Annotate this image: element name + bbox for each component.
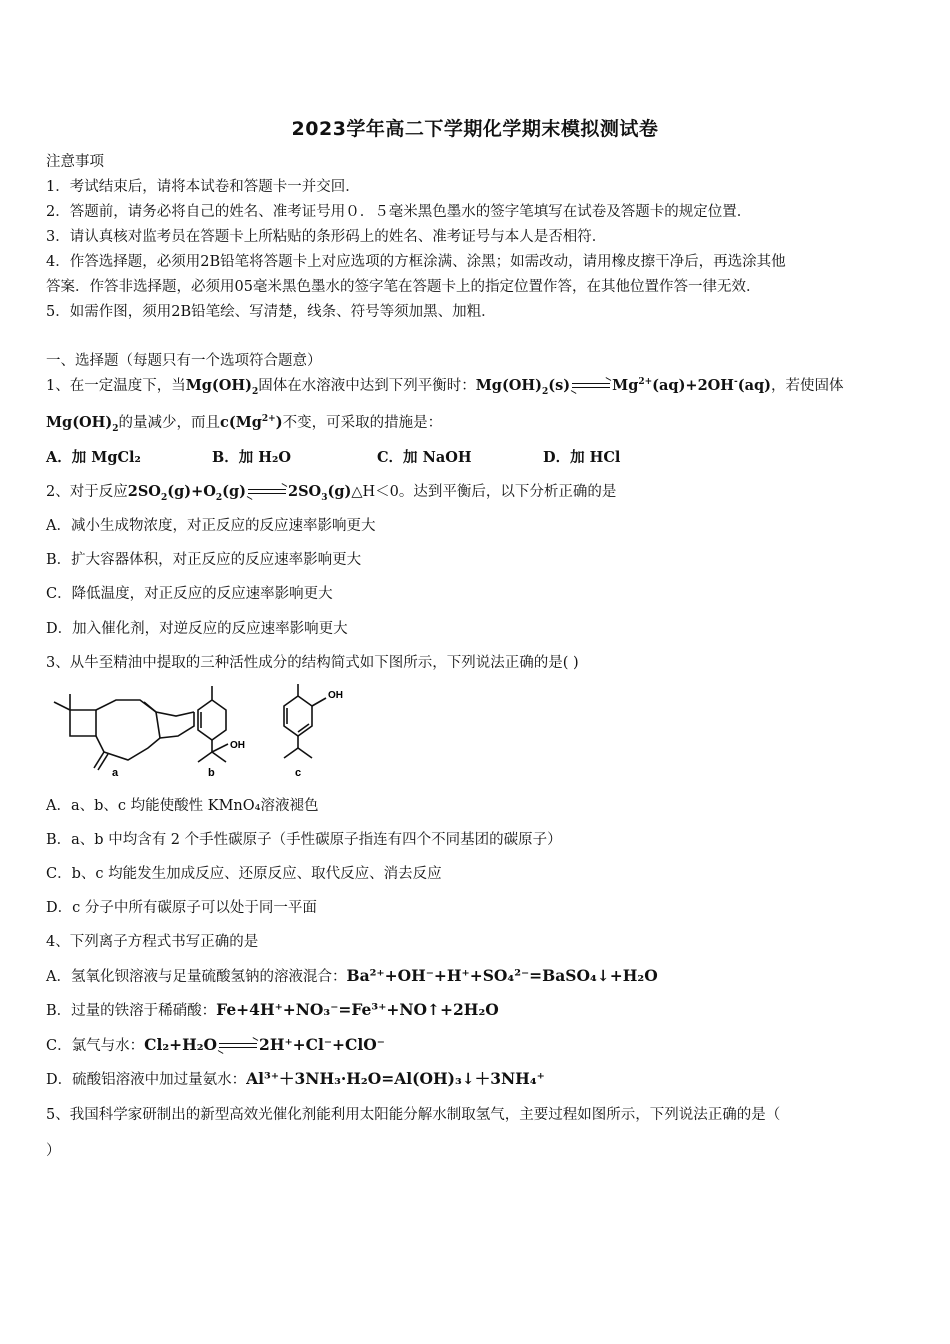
notice-heading: 注意事项 (46, 154, 104, 170)
question-3-stem: 3、从牛至精油中提取的三种活性成分的结构简式如下图所示，下列说法正确的是( ) (46, 655, 579, 671)
notice-item: 3．请认真核对监考员在答题卡上所粘贴的条形码上的姓名、准考证号与本人是否相符． (46, 229, 607, 245)
q4-option-label: A．氢氧化钡溶液与足量硫酸氢钠的溶液混合： (46, 969, 347, 985)
q2-text: 2、对于反应 (46, 484, 128, 500)
molecule-a-structure (54, 694, 194, 770)
q1-option-b[interactable]: B．加 H₂O (212, 449, 291, 466)
q4-equation: Fe+4H⁺+NO₃⁻=Fe³⁺+NO↑+2H₂O (216, 1000, 499, 1019)
equilibrium-arrow-icon (248, 488, 286, 496)
q1-text: 不变，可采取的措施是： (282, 415, 443, 431)
section-heading: 一、选择题（每题只有一个选项符合题意） (46, 353, 322, 369)
q3-option-d[interactable]: D．c 分子中所有碳原子可以处于同一平面 (46, 900, 317, 916)
notice-item: 1．考试结束后，请将本试卷和答题卡一并交回． (46, 179, 360, 195)
notice-item: 4．作答选择题，必须用2B铅笔将答题卡上对应选项的方框涂满、涂黑；如需改动，请用橡皮擦干净后，再选涂其他 (46, 254, 786, 270)
q3-option-b[interactable]: B．a、b 中均含有 2 个手性碳原子（手性碳原子指连有四个不同基团的碳原子） (46, 832, 562, 848)
q4-option-a[interactable] (46, 967, 658, 986)
question-5-stem-cont: ） (46, 1143, 61, 1159)
q4-equation: Cl₂+H₂O (144, 1035, 218, 1054)
q4-option-label: B．过量的铁溶于稀硝酸： (46, 1003, 217, 1019)
q4-equation: 2H⁺+Cl⁻+ClO⁻ (259, 1035, 385, 1054)
equilibrium-arrow-icon (219, 1042, 257, 1050)
question-1-stem-cont: $Mg(OH)_2$的量减少，而且$c(Mg^{2+})$不变，可采取的措施是： (46, 414, 443, 434)
q3-option-a[interactable]: A．a、b、c 均能使酸性 KMnO₄溶液褪色 (46, 798, 319, 814)
q1-option-a[interactable]: A．加 MgCl₂ (46, 449, 141, 466)
question-5-stem: 5、我国科学家研制出的新型高效光催化剂能利用太阳能分解水制取氢气，主要过程如图所示，下列说法正确的是（ (46, 1107, 781, 1123)
q4-option-d[interactable] (46, 1070, 545, 1089)
notice-item: 5．如需作图，须用2B铅笔绘、写清楚，线条、符号等须加黑、加粗． (46, 304, 496, 320)
molecule-a-label: a (112, 767, 119, 779)
q1-text: ，若使固体 (771, 378, 844, 394)
q2-option-a[interactable]: A．减小生成物浓度，对正反应的反应速率影响更大 (46, 518, 376, 534)
q4-option-label: C．氯气与水： (46, 1038, 145, 1054)
q4-equation: Ba²⁺+OH⁻+H⁺+SO₄²⁻=BaSO₄↓+H₂O (346, 966, 658, 985)
hydroxyl-label: OH (328, 690, 343, 701)
q1-text: 的量减少，而且 (118, 415, 221, 431)
q1-option-d[interactable]: D．加 HCl (543, 449, 621, 466)
question-2-stem: 2、对于反应$2SO_2(g)+O_2(g)$ $2SO_3(g)\triangle H<0$。达到平衡后，以下分析正确的是 (46, 483, 617, 503)
molecule-structures-figure (44, 682, 364, 782)
notice-item: 答案．作答非选择题，必须用05毫米黑色墨水的签字笔在答题卡上的指定位置作答，在其他位置作答一律无效． (46, 279, 761, 295)
question-1-stem: 1、在一定温度下，当$Mg(OH)_2$固体在水溶液中达到下列平衡时：$Mg(OH)_2(s)$ $Mg^{2+}(aq)+2OH^-(aq)$，若使固体 (46, 377, 844, 397)
page-title: 2023学年高二下学期化学期末模拟测试卷 (291, 118, 659, 140)
q4-option-c[interactable] (46, 1036, 385, 1055)
q2-text: △H＜0。达到平衡后，以下分析正确的是 (351, 484, 617, 500)
q4-option-b[interactable] (46, 1001, 499, 1020)
q1-text: 固体在水溶液中达到下列平衡时： (258, 378, 476, 394)
notice-item: 2．答题前，请务必将自己的姓名、准考证号用０．５毫米黑色墨水的签字笔填写在试卷及答题卡的规定位置． (46, 204, 752, 220)
hydroxyl-label: OH (230, 740, 245, 751)
q1-option-c[interactable]: C．加 NaOH (377, 449, 472, 466)
molecule-c-structure (284, 684, 326, 758)
equilibrium-arrow-icon (572, 382, 610, 390)
molecule-b-label: b (208, 767, 215, 779)
question-4-stem: 4、下列离子方程式书写正确的是 (46, 934, 259, 950)
molecule-c-label: c (295, 767, 302, 779)
molecule-b-structure (198, 686, 228, 762)
q3-option-c[interactable]: C．b、c 均能发生加成反应、还原反应、取代反应、消去反应 (46, 866, 442, 882)
q1-text: 1、在一定温度下，当 (46, 378, 186, 394)
q2-option-c[interactable]: C．降低温度，对正反应的反应速率影响更大 (46, 586, 333, 602)
q2-option-d[interactable]: D．加入催化剂，对逆反应的反应速率影响更大 (46, 621, 348, 637)
q2-option-b[interactable]: B．扩大容器体积，对正反应的反应速率影响更大 (46, 552, 362, 568)
q4-option-label: D．硫酸铝溶液中加过量氨水： (46, 1072, 247, 1088)
q4-equation: Al³⁺＋3NH₃·H₂O=Al(OH)₃↓＋3NH₄⁺ (246, 1069, 545, 1088)
